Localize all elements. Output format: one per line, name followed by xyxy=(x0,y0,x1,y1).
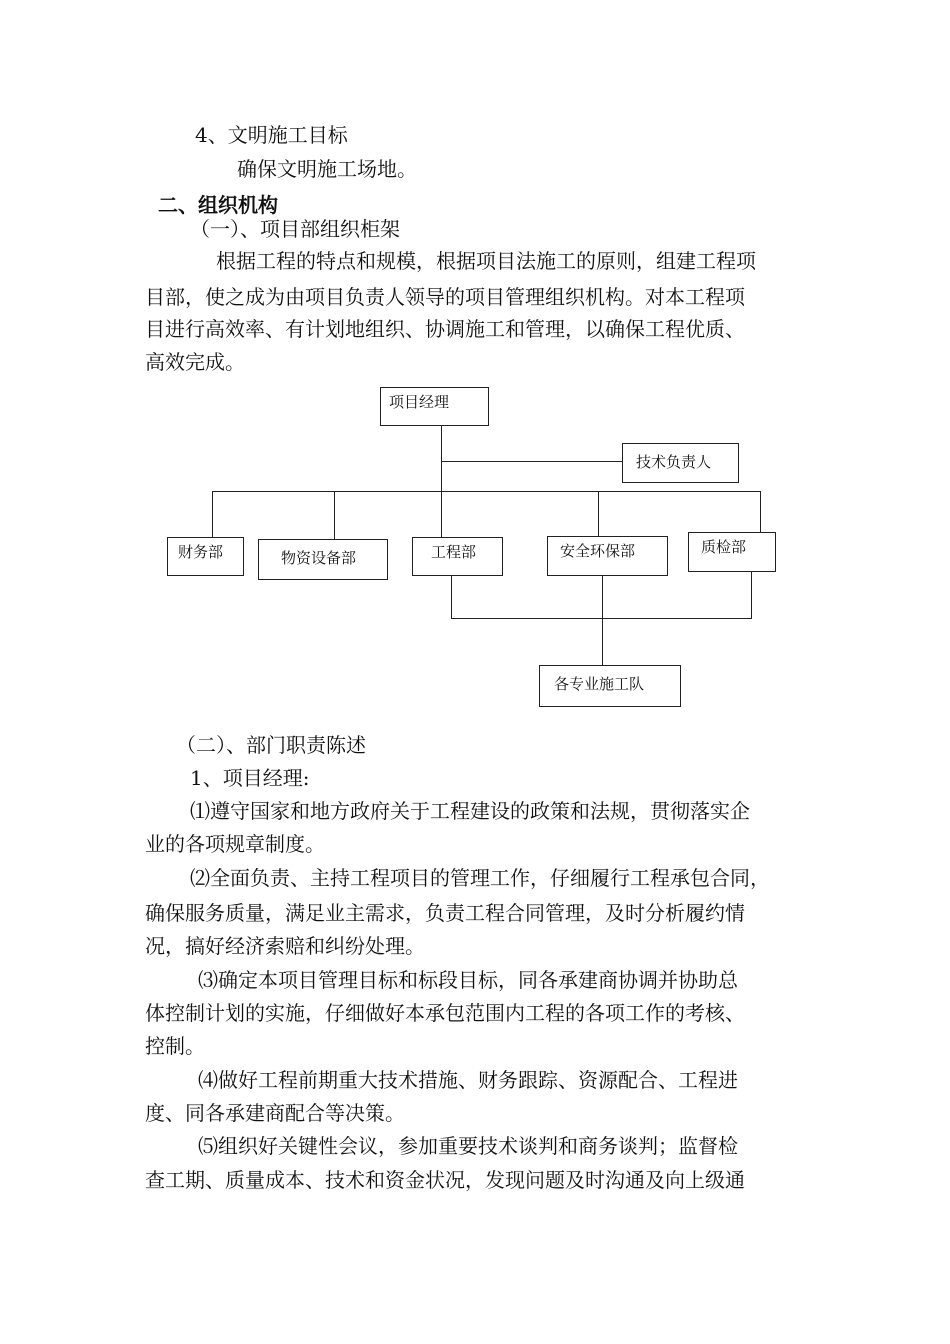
connector-line xyxy=(212,491,213,538)
item-heading-project-manager: 1、项目经理: xyxy=(190,766,310,790)
subsection-heading-framework: （一）、项目部组织柜架 xyxy=(190,217,400,241)
paragraph-line: 高效完成。 xyxy=(145,350,245,374)
connector-line xyxy=(598,491,599,537)
connector-line xyxy=(441,425,442,537)
org-box-tech-lead: 技术负责人 xyxy=(622,443,739,483)
paragraph-line: 况，搞好经济索赔和纠纷处理。 xyxy=(145,934,425,958)
paragraph-line: 查工期、质量成本、技术和资金状况，发现问题及时沟通及向上级通 xyxy=(145,1168,745,1192)
org-box-quality: 质检部 xyxy=(688,532,776,572)
paragraph-line: 业的各项规章制度。 xyxy=(145,832,325,856)
paragraph-line: ⑷做好工程前期重大技术措施、财务跟踪、资源配合、工程进 xyxy=(198,1068,738,1092)
paragraph-line: ⑸组织好关键性会议，参加重要技术谈判和商务谈判；监督检 xyxy=(198,1134,738,1158)
paragraph-line: 确保文明施工场地。 xyxy=(237,157,417,181)
org-box-safety: 安全环保部 xyxy=(547,536,668,576)
paragraph-line: ⑵全面负责、主持工程项目的管理工作，仔细履行工程承包合同， xyxy=(190,866,770,890)
paragraph-line: ⑴遵守国家和地方政府关于工程建设的政策和法规，贯彻落实企 xyxy=(190,799,750,823)
subsection-heading-duties: （二）、部门职责陈述 xyxy=(176,733,366,757)
connector-line xyxy=(602,575,603,666)
connector-line xyxy=(760,491,761,533)
paragraph-line: 控制。 xyxy=(145,1034,205,1058)
connector-line xyxy=(334,491,335,540)
chapter-heading-organization: 二、组织机构 xyxy=(158,193,278,217)
org-box-finance: 财务部 xyxy=(167,537,244,576)
paragraph-line: 确保服务质量，满足业主需求，负责工程合同管理，及时分析履约情 xyxy=(145,901,745,925)
paragraph-line: ⑶确定本项目管理目标和标段目标，同各承建商协调并协助总 xyxy=(198,968,738,992)
paragraph-line: 体控制计划的实施，仔细做好本承包范围内工程的各项工作的考核、 xyxy=(145,1001,745,1025)
connector-line xyxy=(441,461,623,462)
paragraph-line: 根据工程的特点和规模，根据项目法施工的原则，组建工程项 xyxy=(216,249,756,273)
connector-line xyxy=(751,571,752,619)
org-box-materials: 物资设备部 xyxy=(258,539,388,580)
paragraph-line: 目进行高效率、有计划地组织、协调施工和管理，以确保工程优质、 xyxy=(145,317,745,341)
connector-line xyxy=(451,575,452,619)
section-heading-civilized-target: 4、文明施工目标 xyxy=(195,123,348,147)
org-box-construction-teams: 各专业施工队 xyxy=(539,665,681,707)
org-box-project-manager: 项目经理 xyxy=(380,387,489,426)
connector-line xyxy=(451,618,751,619)
paragraph-line: 目部，使之成为由项目负责人领导的项目管理组织机构。对本工程项 xyxy=(145,285,745,309)
paragraph-line: 度、同各承建商配合等决策。 xyxy=(145,1101,405,1125)
connector-line xyxy=(212,491,761,492)
org-box-engineering: 工程部 xyxy=(412,537,503,576)
